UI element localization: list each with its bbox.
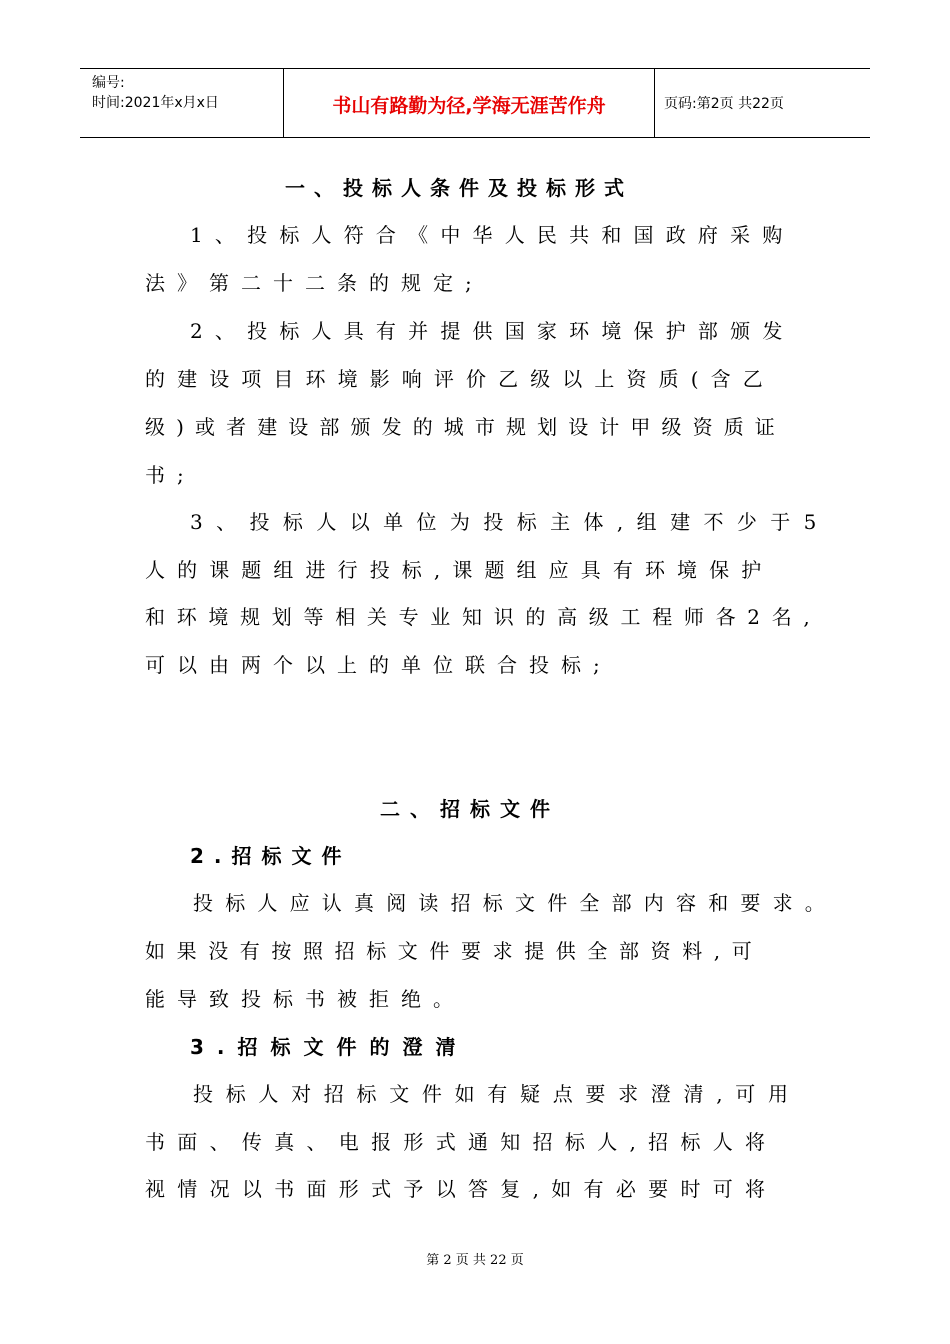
paragraph-line: 可以由两个以上的单位联合投标; [145, 653, 612, 677]
paragraph-line: 法》第二十二条的规定; [145, 271, 484, 295]
paragraph-line: 投标人对招标文件如有疑点要求澄清,可用 [193, 1082, 801, 1106]
paragraph-line: 视情况以书面形式予以答复,如有必要时可将 [145, 1177, 778, 1201]
paragraph-line: 1、投标人符合《中华人民共和国政府采购 [190, 223, 795, 247]
paragraph-line: 能导致投标书被拒绝。 [145, 987, 465, 1011]
paragraph-line: 2、投标人具有并提供国家环境保护部颁发 [190, 319, 795, 343]
doc-number-label: 编号: [92, 75, 125, 91]
header-divider [654, 69, 655, 137]
paragraph-line: 书面、传真、电报形式通知招标人,招标人将 [145, 1130, 778, 1154]
paragraph-line: 人的课题组进行投标,课题组应具有环境保护 [145, 558, 774, 582]
paragraph-line: 和环境规划等相关专业知识的高级工程师各2名, [145, 605, 822, 629]
paragraph-line: 的建设项目环境影响评价乙级以上资质(含乙 [145, 367, 775, 391]
paragraph-line: 书; [145, 463, 196, 487]
section-title: 一、投标人条件及投标形式 [285, 176, 633, 200]
paragraph-line: 级)或者建设部颁发的城市规划设计甲级资质证 [145, 415, 786, 439]
section-title: 二、招标文件 [380, 797, 560, 821]
page-footer: 第 2 页 共 22 页 [426, 1253, 524, 1268]
header-meta [92, 73, 219, 113]
page-header [80, 68, 870, 138]
paragraph-line: 如果没有按照招标文件要求提供全部资料,可 [145, 939, 764, 963]
subsection-title: 3.招标文件的澄清 [190, 1035, 469, 1059]
subsection-title: 2.招标文件 [190, 844, 352, 868]
paragraph-line: 3、投标人以单位为投标主体,组建不少于5 [190, 510, 830, 534]
doc-time-label: 时间:2021年x月x日 [92, 95, 219, 111]
header-motto: 书山有路勤为径,学海无涯苦作舟 [332, 95, 606, 117]
paragraph-line: 投标人应认真阅读招标文件全部内容和要求。 [193, 891, 837, 915]
header-page-info: 页码:第2页 共22页 [664, 96, 784, 112]
